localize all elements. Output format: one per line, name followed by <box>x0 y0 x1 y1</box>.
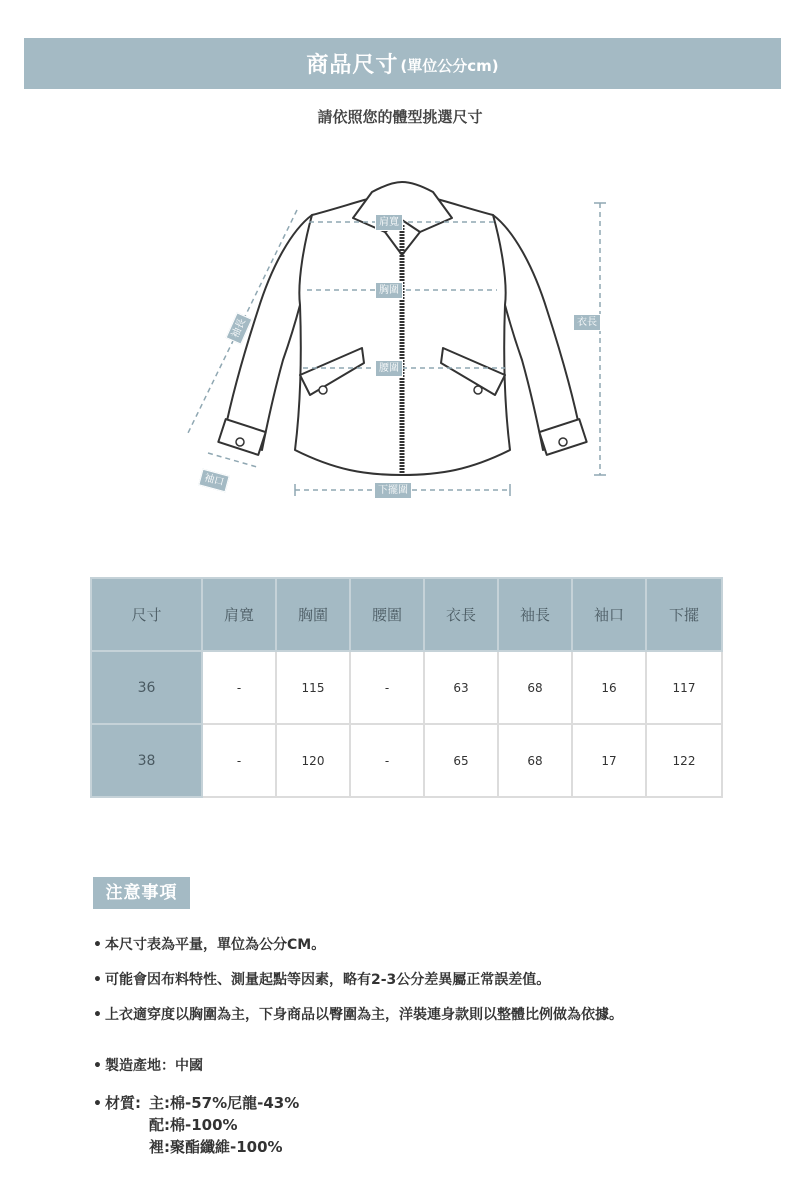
material-main: 主:棉-57%尼龍-43% <box>149 1094 300 1112</box>
cell-cuff: 17 <box>572 724 646 797</box>
note-text: 上衣適穿度以胸圍為主，下身商品以臀圍為主，洋裝連身款則以整體比例做為依據。 <box>105 1007 623 1023</box>
page-title: 商品尺寸 <box>306 53 399 78</box>
bullet: • <box>93 937 102 953</box>
cell-shoulder: - <box>202 651 276 724</box>
label-sleeve-length: 袖長 <box>226 312 253 344</box>
note-text: 可能會因布料特性、測量起點等因素，略有2-3公分差異屬正常誤差值。 <box>105 972 551 988</box>
header-bar <box>24 38 781 89</box>
note-item <box>93 969 550 989</box>
cell-size: 38 <box>91 724 202 797</box>
header-shoulder: 肩寬 <box>202 578 276 651</box>
bullet: • <box>93 972 102 988</box>
cell-sleeve-length: 68 <box>498 724 572 797</box>
label-hem: 下擺圍 <box>374 482 412 499</box>
label-chest: 胸圍 <box>375 282 403 299</box>
cell-length: 65 <box>424 724 498 797</box>
cell-chest: 115 <box>276 651 350 724</box>
table-row <box>91 651 722 724</box>
header-hem: 下擺 <box>646 578 722 651</box>
cell-hem: 122 <box>646 724 722 797</box>
cell-waist: - <box>350 651 424 724</box>
origin-item <box>93 1055 203 1075</box>
label-length: 衣長 <box>573 314 601 331</box>
header-length: 衣長 <box>424 578 498 651</box>
notes-title: 注意事項 <box>93 877 190 909</box>
table-header-row <box>91 578 722 651</box>
unit-label: (單位公分cm) <box>400 57 499 75</box>
label-cuff: 袖口 <box>198 469 229 493</box>
material-label: 材質: <box>105 1094 141 1112</box>
bullet: • <box>93 1007 102 1023</box>
note-text: 本尺寸表為平量，單位為公分CM。 <box>105 937 326 953</box>
cell-sleeve-length: 68 <box>498 651 572 724</box>
cell-cuff: 16 <box>572 651 646 724</box>
material-accent: 配:棉-100% <box>149 1116 238 1134</box>
cell-waist: - <box>350 724 424 797</box>
bullet: • <box>93 1058 102 1074</box>
jacket-diagram <box>0 170 800 510</box>
table-row <box>91 724 722 797</box>
material-block <box>93 1092 299 1158</box>
header-sleeve-length: 袖長 <box>498 578 572 651</box>
header-size: 尺寸 <box>91 578 202 651</box>
header-waist: 腰圍 <box>350 578 424 651</box>
origin-text: 製造產地：中國 <box>105 1058 203 1074</box>
material-lining: 裡:聚酯纖維-100% <box>149 1138 283 1156</box>
label-shoulder: 肩寬 <box>375 214 403 231</box>
cell-size: 36 <box>91 651 202 724</box>
header-chest: 胸圍 <box>276 578 350 651</box>
cell-chest: 120 <box>276 724 350 797</box>
subtitle: 請依照您的體型挑選尺寸 <box>317 108 483 126</box>
bullet: • <box>93 1096 102 1112</box>
cell-length: 63 <box>424 651 498 724</box>
header-cuff: 袖口 <box>572 578 646 651</box>
cell-hem: 117 <box>646 651 722 724</box>
cell-shoulder: - <box>202 724 276 797</box>
size-table <box>90 577 723 798</box>
note-item <box>93 934 325 954</box>
note-item <box>93 1004 623 1024</box>
label-waist: 腰圍 <box>375 360 403 377</box>
